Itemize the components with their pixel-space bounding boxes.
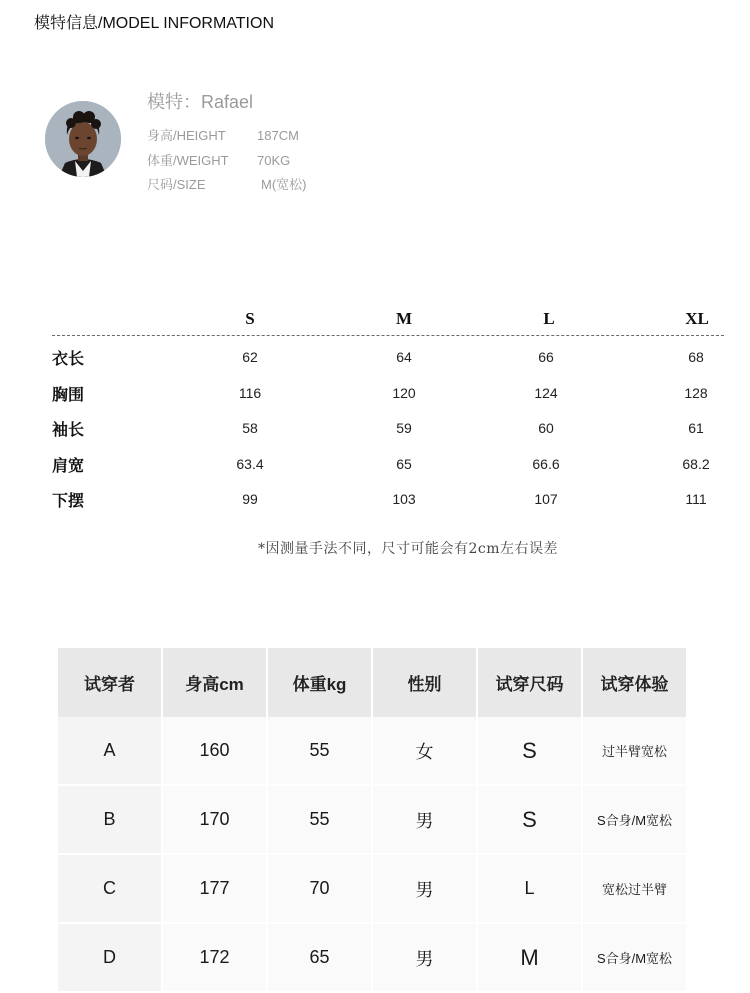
trial-cell: 过半臂宽松 <box>583 717 688 786</box>
size-cell: 59 <box>396 420 412 436</box>
model-name: 模特：Rafael <box>147 92 254 112</box>
trial-cell: D <box>58 924 163 993</box>
spec-height <box>147 125 299 144</box>
row-label: 衣长 <box>52 349 85 368</box>
spec-weight <box>147 150 290 169</box>
trial-cell: 男 <box>373 786 478 855</box>
trial-header-cell: 试穿尺码 <box>478 648 583 717</box>
trial-cell: S <box>478 717 583 786</box>
spec-value: 70KG <box>257 153 291 168</box>
trial-cell: 男 <box>373 924 478 993</box>
size-cell: 107 <box>534 491 558 507</box>
size-cell: 60 <box>538 420 554 436</box>
trial-cell: 女 <box>373 717 478 786</box>
trial-cell: 172 <box>163 924 268 993</box>
spec-label: 尺码/SIZE <box>147 177 206 192</box>
trial-cell: 55 <box>268 717 373 786</box>
size-cell: 61 <box>688 420 704 436</box>
trial-cell: 177 <box>163 855 268 924</box>
trial-cell: L <box>478 855 583 924</box>
trial-header-cell: 性别 <box>373 648 478 717</box>
trial-header-cell: 身高cm <box>163 648 268 717</box>
size-cell: 124 <box>534 384 558 401</box>
size-cell: 65 <box>396 455 412 472</box>
spec-value: M(宽松) <box>261 177 307 192</box>
trial-table <box>58 648 688 986</box>
model-avatar <box>45 101 121 177</box>
spec-label: 体重/WEIGHT <box>147 153 229 168</box>
row-label: 下摆 <box>52 491 85 510</box>
size-row-shoulder <box>52 443 724 479</box>
spec-label: 身高/HEIGHT <box>147 128 226 143</box>
spec-size <box>147 174 307 193</box>
size-cell: 128 <box>684 384 708 401</box>
trial-cell: 160 <box>163 717 268 786</box>
trial-cell: 65 <box>268 924 373 993</box>
spec-value: 187CM <box>257 128 299 143</box>
size-cell: 68.2 <box>682 455 710 472</box>
trial-cell: A <box>58 717 163 786</box>
size-cell: 63.4 <box>236 455 264 472</box>
size-cell: 116 <box>238 384 262 401</box>
trial-cell: 男 <box>373 855 478 924</box>
row-label: 袖长 <box>52 420 85 439</box>
trial-cell: C <box>58 855 163 924</box>
model-portrait-icon <box>45 101 121 177</box>
size-cell: 99 <box>242 491 258 507</box>
size-col-l: L <box>543 309 555 328</box>
row-label: 肩宽 <box>52 455 85 475</box>
row-label: 胸围 <box>52 384 85 404</box>
size-cell: 62 <box>242 349 258 365</box>
size-cell: 111 <box>685 491 707 507</box>
size-cell: 66 <box>538 349 554 365</box>
trial-cell: 55 <box>268 786 373 855</box>
size-row-sleeve <box>52 407 724 443</box>
trial-header-cell: 体重kg <box>268 648 373 717</box>
trial-cell: B <box>58 786 163 855</box>
size-col-xl: XL <box>685 309 709 328</box>
trial-cell: 170 <box>163 786 268 855</box>
trial-cell: 宽松过半臂 <box>583 855 688 924</box>
trial-header-cell: 试穿体验 <box>583 648 688 717</box>
size-cell: 120 <box>392 384 416 401</box>
measurement-note: *因测量手法不同，尺寸可能会有2cm左右误差 <box>257 541 559 557</box>
size-chart <box>52 305 724 514</box>
size-cell: 58 <box>242 420 258 436</box>
size-row-length <box>52 336 724 372</box>
size-cell: 66.6 <box>532 455 560 472</box>
section-title: 模特信息/MODEL INFORMATION <box>34 15 275 32</box>
size-cell: 103 <box>392 491 416 507</box>
size-cell: 64 <box>396 349 412 365</box>
size-row-hem <box>52 478 724 514</box>
trial-header-cell: 试穿者 <box>58 648 163 717</box>
trial-cell: S合身/M宽松 <box>583 924 688 993</box>
size-col-s: S <box>245 309 255 328</box>
size-chart-header <box>52 305 724 336</box>
trial-cell: S <box>478 786 583 855</box>
size-col-m: M <box>395 309 413 328</box>
trial-cell: S合身/M宽松 <box>583 786 688 855</box>
size-cell: 68 <box>688 349 704 365</box>
trial-cell: 70 <box>268 855 373 924</box>
size-row-chest <box>52 372 724 408</box>
trial-cell: M <box>478 924 583 993</box>
